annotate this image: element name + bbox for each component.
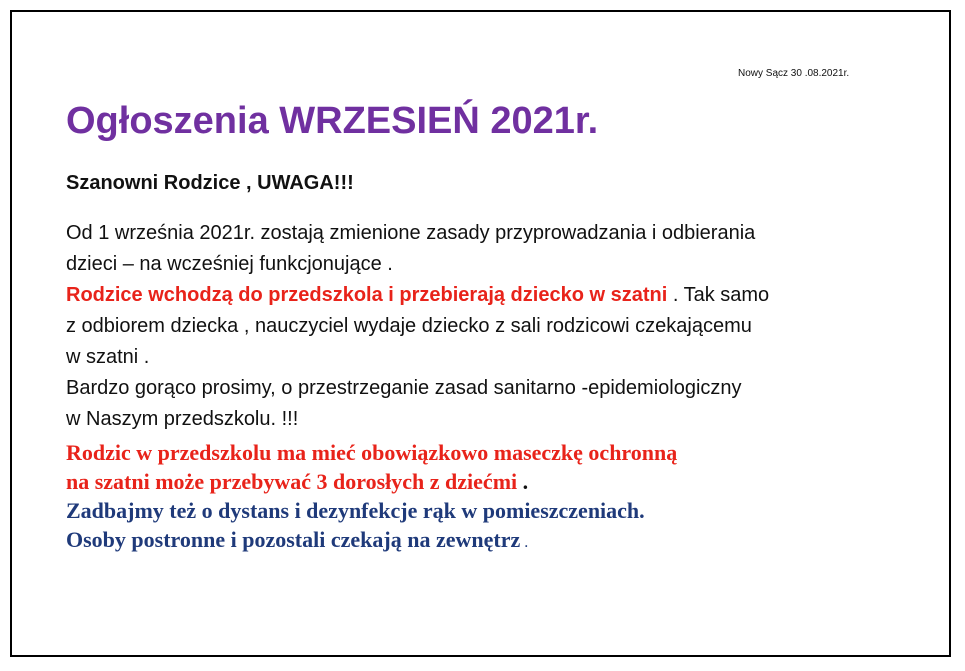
body-line-1: Od 1 września 2021r. zostają zmienione zasady przyprowadzania i odbierania <box>66 222 756 244</box>
greeting: Szanowni Rodzice , UWAGA!!! <box>66 172 354 194</box>
body-line-7: w Naszym przedszkolu. !!! <box>66 408 299 430</box>
announcement-body <box>66 218 916 435</box>
notice-navy-1: Zadbajmy też o dystans i dezynfekcje rąk w pomieszczeniach. <box>66 498 645 523</box>
notice-red-2-end: . <box>517 469 529 494</box>
body-line-4: z odbiorem dziecka , nauczyciel wydaje dziecko z sali rodzicowi czekającemu <box>66 315 752 337</box>
body-line-3-rest: . Tak samo <box>667 284 770 306</box>
notice-red-2: na szatni może przebywać 3 dorosłych z dziećmi <box>66 469 518 494</box>
notice-navy-2-line <box>66 525 677 557</box>
document-date: Nowy Sącz 30 .08.2021r. <box>738 68 850 79</box>
body-line-5: w szatni . <box>66 346 150 368</box>
notice-navy-2-end: . <box>520 534 529 551</box>
body-line-3-highlight: Rodzice wchodzą do przedszkola i przebierają dziecko w szatni <box>66 284 668 306</box>
body-line-6: Bardzo gorąco prosimy, o przestrzeganie zasad sanitarno -epidemiologiczny <box>66 377 742 399</box>
notice-red-1: Rodzic w przedszkolu ma mieć obowiązkowo maseczkę ochronną <box>66 440 678 465</box>
body-line-3 <box>66 280 916 311</box>
notice-navy-2: Osoby postronne i pozostali czekają na zewnętrz <box>66 527 521 552</box>
body-line-2: dzieci – na wcześniej funkcjonujące . <box>66 253 393 275</box>
notices-block <box>66 438 677 557</box>
notice-red-2-line <box>66 467 677 496</box>
page-title: Ogłoszenia WRZESIEŃ 2021r. <box>66 100 599 142</box>
